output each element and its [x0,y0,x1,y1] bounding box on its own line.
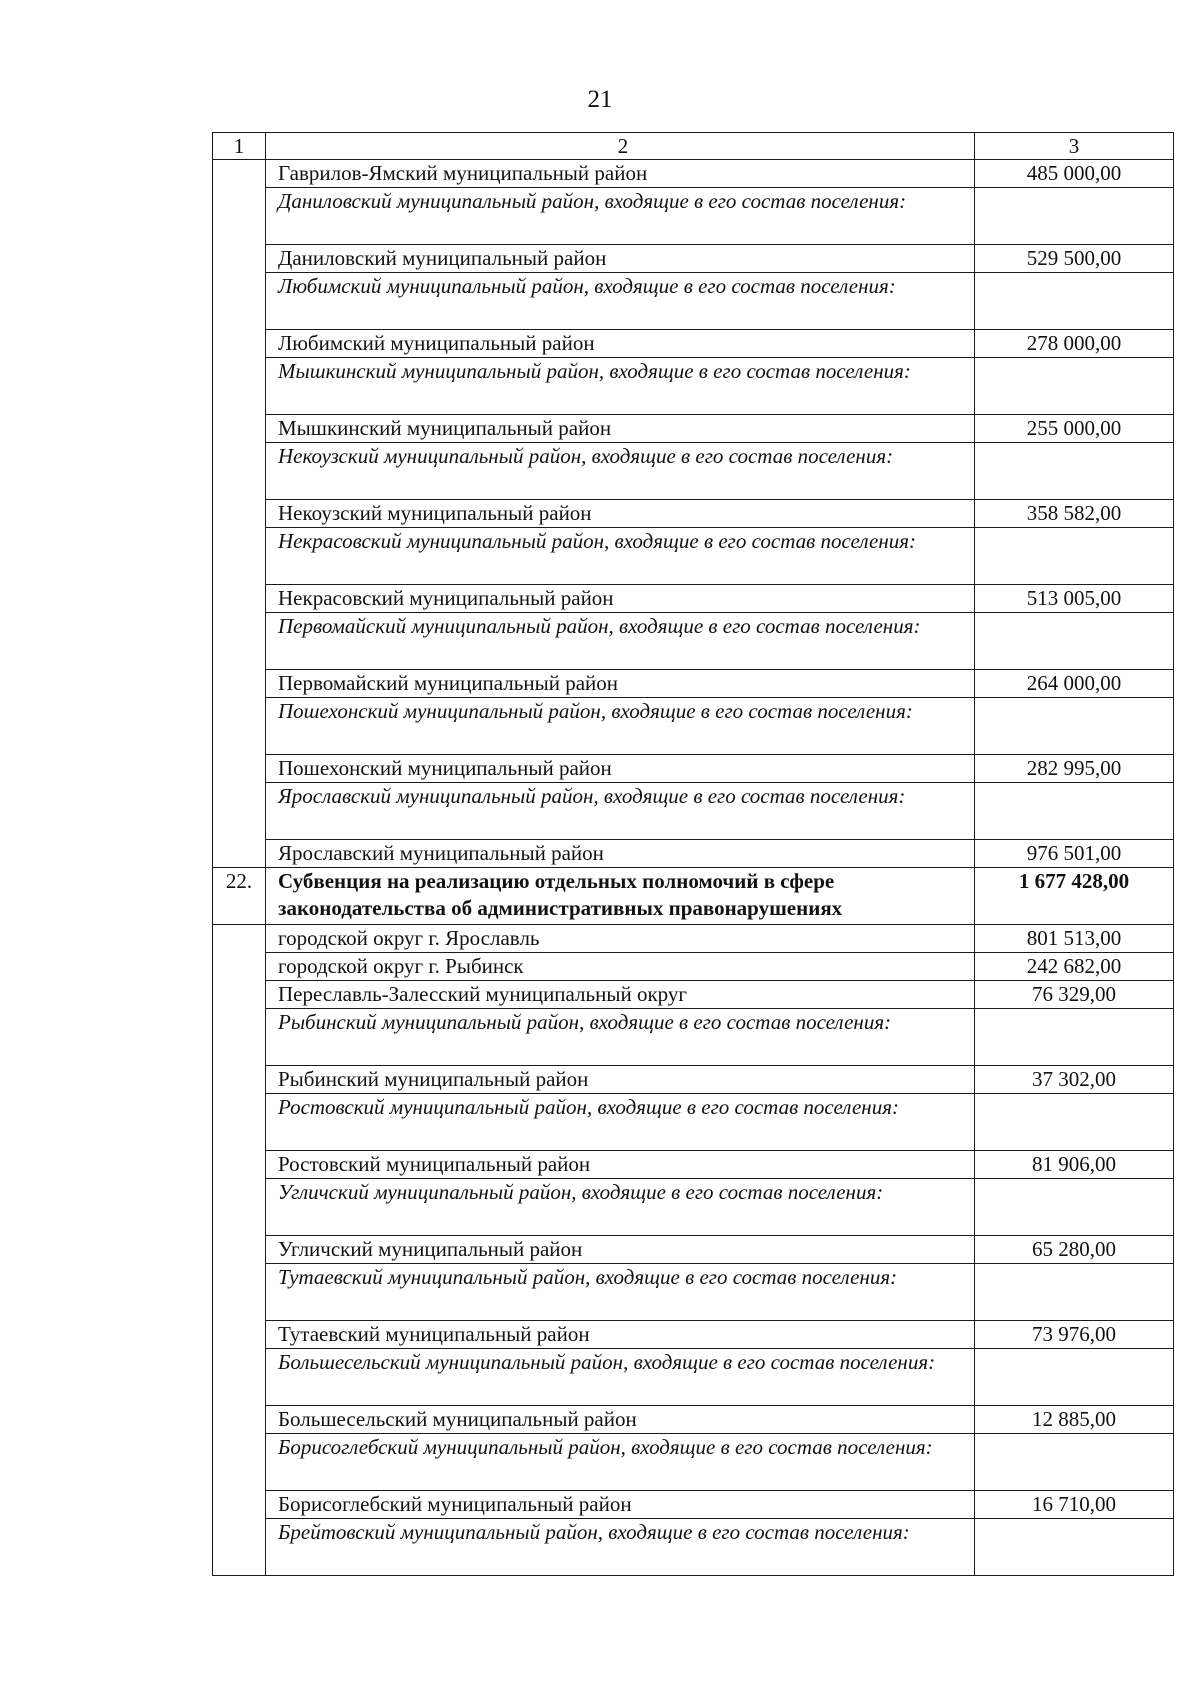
row-value-cell [975,698,1174,755]
table-row [213,953,1174,981]
row-value-cell [975,1009,1174,1066]
row-name-cell: Тутаевский муниципальный район, входящие в его состав поселения: [266,1264,975,1321]
header-col-2: 2 [266,133,975,160]
row-name-cell: Ярославский муниципальный район [266,840,975,868]
table-row [213,500,1174,528]
row-name-cell: Мышкинский муниципальный район, входящие в его состав поселения: [266,358,975,415]
subvention-table [212,132,1174,1576]
table-body [213,133,1174,1576]
table-row [213,188,1174,245]
table-row [213,670,1174,698]
row-value-cell [975,528,1174,585]
block2-number-cell [213,925,266,1576]
row-value-cell [975,1179,1174,1236]
row-name-cell: городской округ г. Рыбинск [266,953,975,981]
row-value-cell: 65 280,00 [975,1236,1174,1264]
section-number: 22. [213,868,266,925]
row-name-cell: Угличский муниципальный район, входящие в его состав поселения: [266,1179,975,1236]
table-row [213,245,1174,273]
row-name-cell: Рыбинский муниципальный район, входящие в его состав поселения: [266,1009,975,1066]
row-value-cell: 278 000,00 [975,330,1174,358]
row-value-cell [975,358,1174,415]
table-row [213,1009,1174,1066]
table-row [213,783,1174,840]
table-row [213,1519,1174,1576]
row-value-cell: 282 995,00 [975,755,1174,783]
row-value-cell: 513 005,00 [975,585,1174,613]
row-value-cell: 485 000,00 [975,160,1174,188]
row-name-cell: городской округ г. Ярославль [266,925,975,953]
table-row [213,613,1174,670]
row-name-cell: Первомайский муниципальный район, входящие в его состав поселения: [266,613,975,670]
row-value-cell: 76 329,00 [975,981,1174,1009]
row-value-cell [975,1264,1174,1321]
row-name-cell: Брейтовский муниципальный район, входящие в его состав поселения: [266,1519,975,1576]
row-name-cell: Некрасовский муниципальный район [266,585,975,613]
table-row [213,160,1174,188]
row-name-cell: Даниловский муниципальный район [266,245,975,273]
row-name-cell: Любимский муниципальный район, входящие в его состав поселения: [266,273,975,330]
row-name-cell: Некоузский муниципальный район, входящие в его состав поселения: [266,443,975,500]
table-row [213,1179,1174,1236]
row-value-cell [975,613,1174,670]
row-value-cell [975,1094,1174,1151]
table-row [213,415,1174,443]
row-name-cell: Пошехонский муниципальный район [266,755,975,783]
row-value-cell [975,1519,1174,1576]
table-row [213,1434,1174,1491]
row-value-cell [975,783,1174,840]
row-name-cell: Любимский муниципальный район [266,330,975,358]
row-value-cell: 801 513,00 [975,925,1174,953]
row-name-cell: Ярославский муниципальный район, входящие в его состав поселения: [266,783,975,840]
table-row [213,273,1174,330]
header-col-1: 1 [213,133,266,160]
table-row [213,1264,1174,1321]
table-row [213,1236,1174,1264]
row-name-cell: Борисоглебский муниципальный район [266,1491,975,1519]
table-row [213,528,1174,585]
block1-number-cell [213,160,266,868]
row-name-cell: Борисоглебский муниципальный район, входящие в его состав поселения: [266,1434,975,1491]
row-name-cell: Некоузский муниципальный район [266,500,975,528]
row-name-cell: Большесельский муниципальный район, входящие в его состав поселения: [266,1349,975,1406]
table-header-row [213,133,1174,160]
row-value-cell [975,1434,1174,1491]
row-name-cell: Переславль-Залесский муниципальный округ [266,981,975,1009]
table-row [213,840,1174,868]
table-row [213,358,1174,415]
row-value-cell: 264 000,00 [975,670,1174,698]
row-value-cell: 73 976,00 [975,1321,1174,1349]
row-value-cell: 242 682,00 [975,953,1174,981]
table-row [213,330,1174,358]
table-row [213,1151,1174,1179]
row-value-cell: 358 582,00 [975,500,1174,528]
row-name-cell: Даниловский муниципальный район, входящие в его состав поселения: [266,188,975,245]
table-row [213,1406,1174,1434]
row-value-cell [975,273,1174,330]
row-name-cell: Мышкинский муниципальный район [266,415,975,443]
table-row [213,1321,1174,1349]
row-name-cell: Некрасовский муниципальный район, входящие в его состав поселения: [266,528,975,585]
row-value-cell [975,188,1174,245]
row-name-cell: Большесельский муниципальный район [266,1406,975,1434]
row-value-cell: 37 302,00 [975,1066,1174,1094]
header-col-3: 3 [975,133,1174,160]
row-value-cell: 12 885,00 [975,1406,1174,1434]
page-number: 21 [587,86,613,113]
row-name-cell: Ростовский муниципальный район, входящие в его состав поселения: [266,1094,975,1151]
row-name-cell: Ростовский муниципальный район [266,1151,975,1179]
row-name-cell: Пошехонский муниципальный район, входящие в его состав поселения: [266,698,975,755]
table-row [213,585,1174,613]
row-value-cell [975,443,1174,500]
table-row [213,1066,1174,1094]
row-value-cell: 529 500,00 [975,245,1174,273]
row-value-cell: 81 906,00 [975,1151,1174,1179]
table-row [213,981,1174,1009]
row-name-cell: Угличский муниципальный район [266,1236,975,1264]
row-value-cell: 255 000,00 [975,415,1174,443]
section-22-row [213,868,1174,925]
table-row [213,1349,1174,1406]
table-row [213,443,1174,500]
row-name-cell: Гаврилов-Ямский муниципальный район [266,160,975,188]
table-row [213,1094,1174,1151]
row-value-cell [975,1349,1174,1406]
table-row [213,698,1174,755]
row-name-cell: Тутаевский муниципальный район [266,1321,975,1349]
table-row [213,925,1174,953]
table-row [213,1491,1174,1519]
row-value-cell: 16 710,00 [975,1491,1174,1519]
row-name-cell: Рыбинский муниципальный район [266,1066,975,1094]
table-row [213,755,1174,783]
row-value-cell: 976 501,00 [975,840,1174,868]
section-title: Субвенция на реализацию отдельных полномочий в сфере законодательства об административных правонарушениях [266,868,975,925]
section-total: 1 677 428,00 [975,868,1174,925]
row-name-cell: Первомайский муниципальный район [266,670,975,698]
